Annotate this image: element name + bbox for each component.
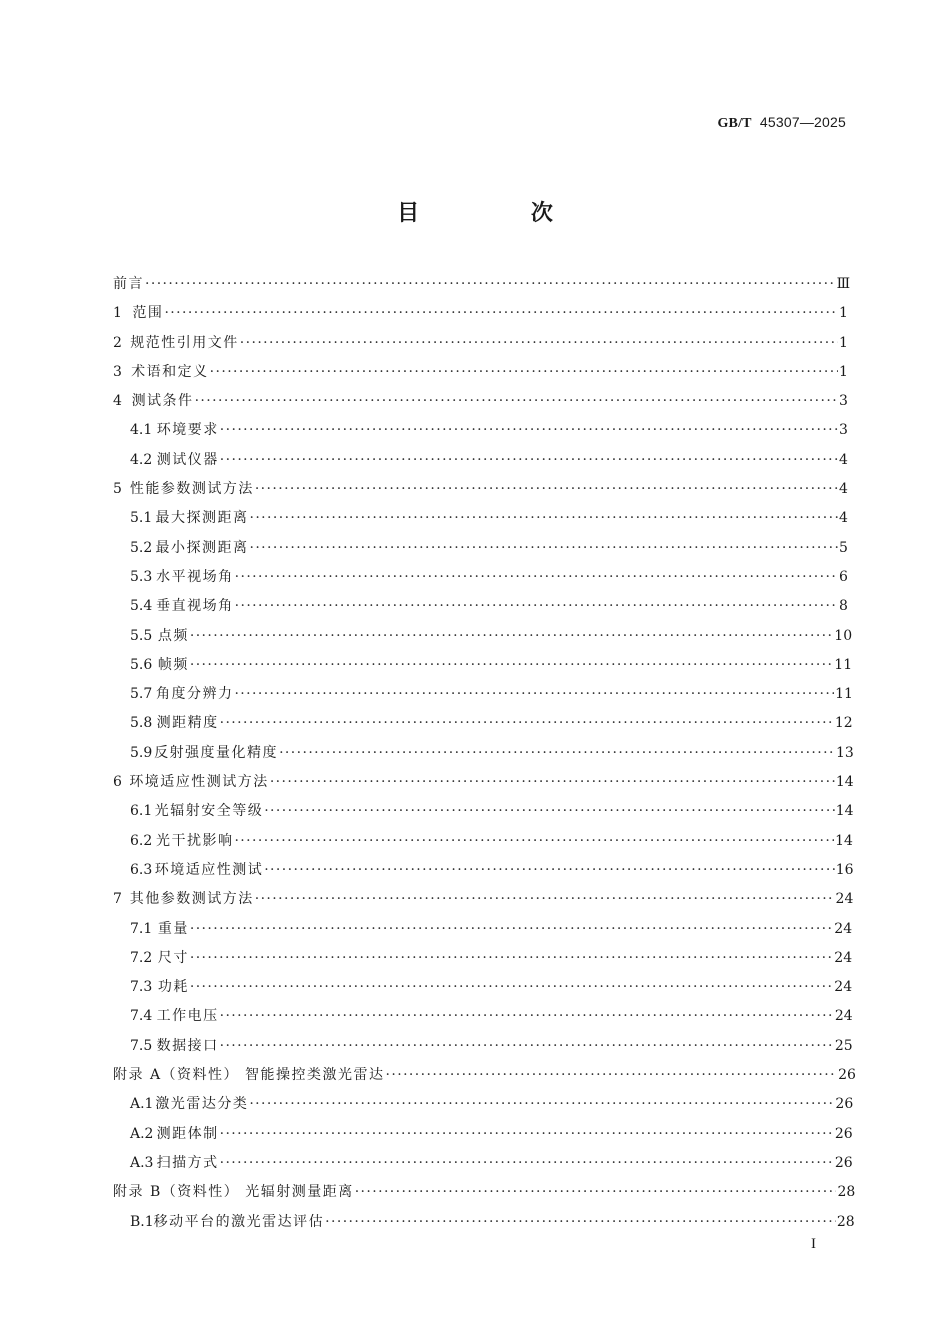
toc-entry-page: 11 xyxy=(835,686,853,703)
toc-entry-page: 4 xyxy=(839,510,848,527)
toc-entry-number: 6.3 xyxy=(130,861,153,878)
toc-entry-label: 其他参数测试方法 xyxy=(129,891,254,908)
toc-entry-number: 4 xyxy=(113,393,122,410)
toc-dot-leader xyxy=(325,1208,836,1237)
toc-entry-page: 24 xyxy=(835,891,854,908)
toc-entry[interactable] xyxy=(113,358,847,387)
toc-entry-number: 6 xyxy=(113,774,122,791)
toc-entry-label: 数据接口 xyxy=(156,1037,219,1054)
toc-dot-leader xyxy=(210,358,838,387)
toc-entry-number: A.3 xyxy=(130,1154,154,1171)
toc-entry-number: 6.1 xyxy=(130,803,153,820)
toc-entry-label: 工作电压 xyxy=(156,1008,219,1025)
toc-entry-page: 8 xyxy=(839,598,848,615)
toc-dot-leader xyxy=(220,709,834,738)
toc-entry-page: 25 xyxy=(834,1037,853,1054)
toc-entry-page: 5 xyxy=(839,539,848,556)
toc-entry[interactable] xyxy=(113,622,853,651)
toc-dot-leader xyxy=(249,504,838,533)
toc-dot-leader xyxy=(279,739,835,768)
toc-entry[interactable] xyxy=(113,739,854,768)
toc-entry-page: 24 xyxy=(834,1008,853,1025)
toc-entry-number: 5.2 xyxy=(130,539,153,556)
toc-dot-leader xyxy=(235,563,838,592)
toc-entry-page: 1 xyxy=(839,334,848,351)
toc-dot-leader xyxy=(270,768,835,797)
toc-entry-number: 5.5 xyxy=(130,627,153,644)
toc-entry-label: 角度分辨力 xyxy=(155,686,234,703)
toc-dot-leader xyxy=(220,1032,834,1061)
toc-entry[interactable] xyxy=(113,1032,853,1061)
toc-entry-label: 光干扰影响 xyxy=(155,832,234,849)
toc-entry-page: 28 xyxy=(837,1184,856,1201)
toc-entry-number: 4.1 xyxy=(130,422,153,439)
toc-dot-leader xyxy=(255,475,838,504)
toc-entry[interactable] xyxy=(113,270,851,299)
toc-entry-label: 反射强度量化精度 xyxy=(154,744,279,761)
toc-entry-label: 最大探测距离 xyxy=(155,510,249,527)
toc-entry-page: 10 xyxy=(834,627,853,644)
toc-entry-number: 5.8 xyxy=(130,715,153,732)
toc-entry-number: 5.9 xyxy=(130,744,153,761)
toc-entry-label: 测距精度 xyxy=(156,715,219,732)
toc-dot-leader xyxy=(235,592,838,621)
toc-entry[interactable] xyxy=(113,944,853,973)
toc-entry-page: 1 xyxy=(839,305,848,322)
toc-dot-leader xyxy=(386,1061,838,1090)
standard-code xyxy=(717,114,846,132)
toc-dot-leader xyxy=(190,622,833,651)
toc-entry-label: 前言 xyxy=(113,276,144,292)
toc-entry[interactable] xyxy=(113,475,847,504)
toc-entry-label: 光辐射安全等级 xyxy=(154,803,264,820)
toc-entry-page: 26 xyxy=(835,1096,854,1113)
toc-entry-number: 5.4 xyxy=(130,598,153,615)
toc-entry-label: 测试仪器 xyxy=(156,451,219,468)
toc-entry-label: 附录 A（资料性） 智能操控类激光雷达 xyxy=(113,1067,385,1084)
toc-entry-page: 24 xyxy=(834,979,853,996)
toc-entry[interactable] xyxy=(113,299,847,328)
toc-dot-leader xyxy=(190,651,833,680)
toc-dot-leader xyxy=(255,885,835,914)
toc-entry-number: 7.1 xyxy=(130,920,153,937)
toc-entry[interactable] xyxy=(113,1149,853,1178)
toc-dot-leader xyxy=(220,1149,834,1178)
page-folio: I xyxy=(811,1236,816,1252)
toc-entry-page: 26 xyxy=(834,1154,853,1171)
toc-entry-page: 4 xyxy=(839,451,848,468)
toc-entry[interactable] xyxy=(113,1178,856,1207)
toc-entry-number: 7.4 xyxy=(130,1008,153,1025)
table-of-contents xyxy=(113,270,856,1237)
toc-dot-leader xyxy=(249,534,838,563)
toc-entry-page: 24 xyxy=(834,920,853,937)
standard-code-number: 45307—2025 xyxy=(759,114,846,130)
toc-entry-number: 5.1 xyxy=(130,510,153,527)
toc-entry-label: 帧频 xyxy=(157,656,189,673)
toc-dot-leader xyxy=(190,915,833,944)
toc-dot-leader xyxy=(190,944,833,973)
toc-dot-leader xyxy=(164,299,838,328)
toc-entry-label: 移动平台的激光雷达评估 xyxy=(153,1213,325,1230)
toc-entry-label: 范围 xyxy=(132,305,164,322)
toc-entry[interactable] xyxy=(113,651,853,680)
toc-dot-leader xyxy=(249,1090,834,1119)
toc-entry-page: 3 xyxy=(839,422,848,439)
toc-entry-page: 28 xyxy=(836,1213,855,1230)
toc-entry-number: 6.2 xyxy=(130,832,153,849)
toc-entry-label: 性能参数测试方法 xyxy=(129,481,254,498)
toc-entry-page: 13 xyxy=(836,744,854,761)
toc-dot-leader xyxy=(234,827,834,856)
toc-dot-leader xyxy=(195,387,838,416)
toc-entry-label: 测距体制 xyxy=(156,1125,219,1142)
toc-entry[interactable] xyxy=(113,534,847,563)
toc-entry-label: 环境适应性测试方法 xyxy=(129,774,269,791)
toc-entry-page: 26 xyxy=(838,1067,856,1084)
toc-entry[interactable] xyxy=(113,973,853,1002)
toc-entry[interactable] xyxy=(113,592,847,621)
toc-entry-page: 6 xyxy=(839,568,848,585)
toc-entry-number: 3 xyxy=(113,363,122,380)
toc-dot-leader xyxy=(264,797,835,826)
toc-entry[interactable] xyxy=(113,1208,855,1237)
toc-entry-label: 尺寸 xyxy=(157,949,189,966)
toc-entry-page: 24 xyxy=(834,949,853,966)
toc-entry-page: 16 xyxy=(835,861,854,878)
toc-entry-number: 5.6 xyxy=(130,656,153,673)
toc-entry-number: A.2 xyxy=(130,1125,154,1142)
toc-entry-number: 5 xyxy=(113,481,122,498)
toc-entry-page: 14 xyxy=(835,803,854,820)
toc-dot-leader xyxy=(355,1178,837,1207)
toc-entry-label: 扫描方式 xyxy=(156,1154,219,1171)
toc-entry-number: 7 xyxy=(113,891,122,908)
toc-entry-number: 7.3 xyxy=(130,979,153,996)
standard-code-prefix: GB/T xyxy=(717,116,752,131)
toc-entry-number: A.1 xyxy=(130,1096,154,1113)
toc-dot-leader xyxy=(234,680,834,709)
toc-entry-number: 5.3 xyxy=(130,568,153,585)
toc-entry-label: 最小探测距离 xyxy=(155,539,249,556)
toc-entry-label: 术语和定义 xyxy=(131,363,209,380)
toc-entry-number: 5.7 xyxy=(130,686,153,703)
toc-entry[interactable] xyxy=(113,768,854,797)
toc-entry[interactable] xyxy=(113,416,847,445)
toc-entry-label: 环境适应性测试 xyxy=(154,861,264,878)
toc-entry-number: 4.2 xyxy=(130,451,153,468)
toc-dot-leader xyxy=(220,446,838,475)
toc-dot-leader xyxy=(240,329,838,358)
toc-entry-page: 1 xyxy=(839,363,848,380)
toc-entry[interactable] xyxy=(113,563,847,592)
toc-entry-page: 11 xyxy=(834,656,853,673)
toc-dot-leader xyxy=(220,1002,834,1031)
toc-entry-number: 2 xyxy=(113,334,122,351)
toc-entry-label: 规范性引用文件 xyxy=(130,334,239,351)
toc-entry[interactable] xyxy=(113,856,854,885)
toc-entry[interactable] xyxy=(113,329,847,358)
toc-entry-label: 重量 xyxy=(157,920,189,937)
toc-entry[interactable] xyxy=(113,680,853,709)
toc-entry-page: 14 xyxy=(835,774,854,791)
toc-entry-page: Ⅲ xyxy=(836,276,851,292)
toc-dot-leader xyxy=(264,856,835,885)
toc-dot-leader xyxy=(145,270,836,299)
toc-entry[interactable] xyxy=(113,797,854,826)
toc-entry[interactable] xyxy=(113,1120,853,1149)
toc-entry-label: 测试条件 xyxy=(131,393,194,410)
toc-entry[interactable] xyxy=(113,504,847,533)
toc-entry[interactable] xyxy=(113,885,854,914)
toc-entry-label: 水平视场角 xyxy=(156,568,234,585)
toc-entry[interactable] xyxy=(113,446,847,475)
toc-entry-label: 环境要求 xyxy=(156,422,219,439)
toc-entry-page: 12 xyxy=(834,715,853,732)
toc-entry-label: 附录 B（资料性） 光辐射测量距离 xyxy=(113,1184,354,1201)
page-title: 目 次 xyxy=(397,201,605,226)
toc-entry[interactable] xyxy=(113,387,847,416)
toc-dot-leader xyxy=(220,416,838,445)
toc-entry-page: 3 xyxy=(839,393,848,410)
toc-entry-page: 26 xyxy=(834,1125,853,1142)
toc-entry[interactable] xyxy=(113,1061,856,1090)
toc-entry-label: 点频 xyxy=(157,627,189,644)
toc-entry[interactable] xyxy=(113,827,853,856)
toc-entry-page: 4 xyxy=(839,481,848,498)
toc-entry-number: 7.2 xyxy=(130,949,153,966)
toc-entry[interactable] xyxy=(113,709,853,738)
toc-entry-number: 7.5 xyxy=(130,1037,153,1054)
toc-entry-label: 垂直视场角 xyxy=(156,598,234,615)
toc-entry-label: 激光雷达分类 xyxy=(155,1096,249,1113)
toc-entry-page: 14 xyxy=(835,832,853,849)
toc-entry[interactable] xyxy=(113,915,853,944)
toc-entry-number: 1 xyxy=(113,305,122,322)
toc-entry[interactable] xyxy=(113,1002,853,1031)
toc-dot-leader xyxy=(190,973,833,1002)
toc-entry-number: B.1 xyxy=(130,1213,154,1230)
toc-entry[interactable] xyxy=(113,1090,854,1119)
toc-entry-label: 功耗 xyxy=(157,979,189,996)
toc-dot-leader xyxy=(220,1120,834,1149)
